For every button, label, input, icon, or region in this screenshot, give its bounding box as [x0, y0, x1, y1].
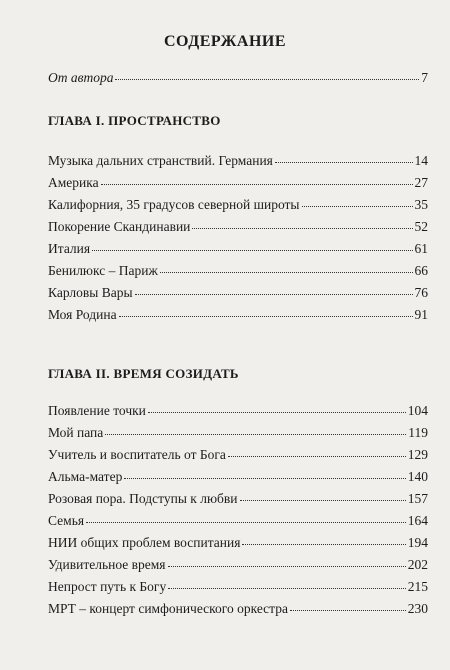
toc-entry-label: Розовая пора. Подступы к любви	[48, 491, 238, 506]
dot-leader	[242, 534, 405, 545]
toc-entry-label: Удивительное время	[48, 557, 166, 572]
toc-entry[interactable]	[48, 153, 428, 173]
dot-leader	[160, 262, 413, 273]
toc-entry[interactable]	[48, 557, 428, 577]
dot-leader	[105, 424, 406, 435]
dot-leader	[135, 284, 413, 295]
toc-entry[interactable]	[48, 425, 428, 445]
toc-entry[interactable]	[48, 535, 428, 555]
toc-entry[interactable]	[48, 263, 428, 283]
dot-leader	[168, 556, 406, 567]
toc-entry-label: Калифорния, 35 градусов северной широты	[48, 197, 300, 212]
dot-leader	[290, 600, 406, 611]
toc-entry-label: Мой папа	[48, 425, 104, 440]
toc-entry[interactable]	[48, 469, 428, 489]
chapter-1-heading: ГЛАВА I. ПРОСТРАНСТВО	[48, 113, 221, 128]
dot-leader	[168, 578, 406, 589]
dot-leader	[275, 152, 413, 163]
toc-entry-label: Альма-матер	[48, 469, 123, 484]
toc-entry-label: Учитель и воспитатель от Бога	[48, 447, 226, 462]
toc-entry-page: 7	[421, 70, 428, 85]
toc-entry[interactable]	[48, 241, 428, 261]
toc-entry-label: Непрост путь к Богу	[48, 579, 167, 594]
toc-entry[interactable]	[48, 513, 428, 533]
dot-leader	[92, 240, 412, 251]
toc-entry-page: 129	[407, 447, 428, 462]
toc-entry-label: Америка	[48, 175, 99, 190]
chapter-2-heading: ГЛАВА II. ВРЕМЯ СОЗИДАТЬ	[48, 366, 239, 381]
toc-entry-label: Моя Родина	[48, 307, 117, 322]
dot-leader	[228, 446, 406, 457]
toc-entry[interactable]	[48, 601, 428, 621]
toc-entry-label: Карловы Вары	[48, 285, 133, 300]
toc-entry-page: 215	[407, 579, 428, 594]
toc-entry[interactable]	[48, 579, 428, 599]
toc-entry-label: МРТ – концерт симфонического оркестра	[48, 601, 288, 616]
dot-leader	[86, 512, 406, 523]
dot-leader	[192, 218, 412, 229]
toc-entry[interactable]	[48, 403, 428, 423]
toc-entry-page: 230	[407, 601, 428, 616]
toc-entry-page: 119	[408, 425, 428, 440]
toc-entry-page: 104	[407, 403, 428, 418]
toc-entry-page: 157	[407, 491, 428, 506]
toc-entry-page: 52	[414, 219, 428, 234]
dot-leader	[101, 174, 413, 185]
toc-entry-label: Семья	[48, 513, 85, 528]
toc-entry-page: 164	[407, 513, 428, 528]
dot-leader	[115, 69, 419, 80]
toc-entry[interactable]	[48, 307, 428, 327]
toc-entry[interactable]	[48, 219, 428, 239]
toc-entry-label: Италия	[48, 241, 91, 256]
toc-entry-label: Бенилюкс – Париж	[48, 263, 158, 278]
dot-leader	[119, 306, 413, 317]
toc-entry-intro[interactable]	[48, 70, 428, 90]
toc-entry-page: 27	[414, 175, 428, 190]
toc-entry-label: НИИ общих проблем воспитания	[48, 535, 241, 550]
dot-leader	[302, 196, 413, 207]
toc-entry-label: Музыка дальних странствий. Германия	[48, 153, 273, 168]
toc-entry-page: 61	[414, 241, 428, 256]
toc-entry-page: 35	[414, 197, 428, 212]
toc-entry-page: 194	[407, 535, 428, 550]
toc-entry[interactable]	[48, 491, 428, 511]
toc-entry-label: Покорение Скандинавии	[48, 219, 191, 234]
toc-entry-label: От автора	[48, 70, 114, 85]
toc-entry-page: 14	[414, 153, 428, 168]
toc-entry-page: 66	[414, 263, 428, 278]
dot-leader	[240, 490, 406, 501]
toc-entry-page: 202	[407, 557, 428, 572]
toc-entry-page: 76	[414, 285, 428, 300]
page-title: СОДЕРЖАНИЕ	[163, 33, 287, 50]
toc-entry[interactable]	[48, 175, 428, 195]
toc-entry-label: Появление точки	[48, 403, 146, 418]
dot-leader	[124, 468, 405, 479]
toc-entry[interactable]	[48, 447, 428, 467]
toc-entry-page: 91	[414, 307, 428, 322]
toc-entry[interactable]	[48, 285, 428, 305]
toc-entry-page: 140	[407, 469, 428, 484]
toc-entry[interactable]	[48, 197, 428, 217]
dot-leader	[148, 402, 406, 413]
